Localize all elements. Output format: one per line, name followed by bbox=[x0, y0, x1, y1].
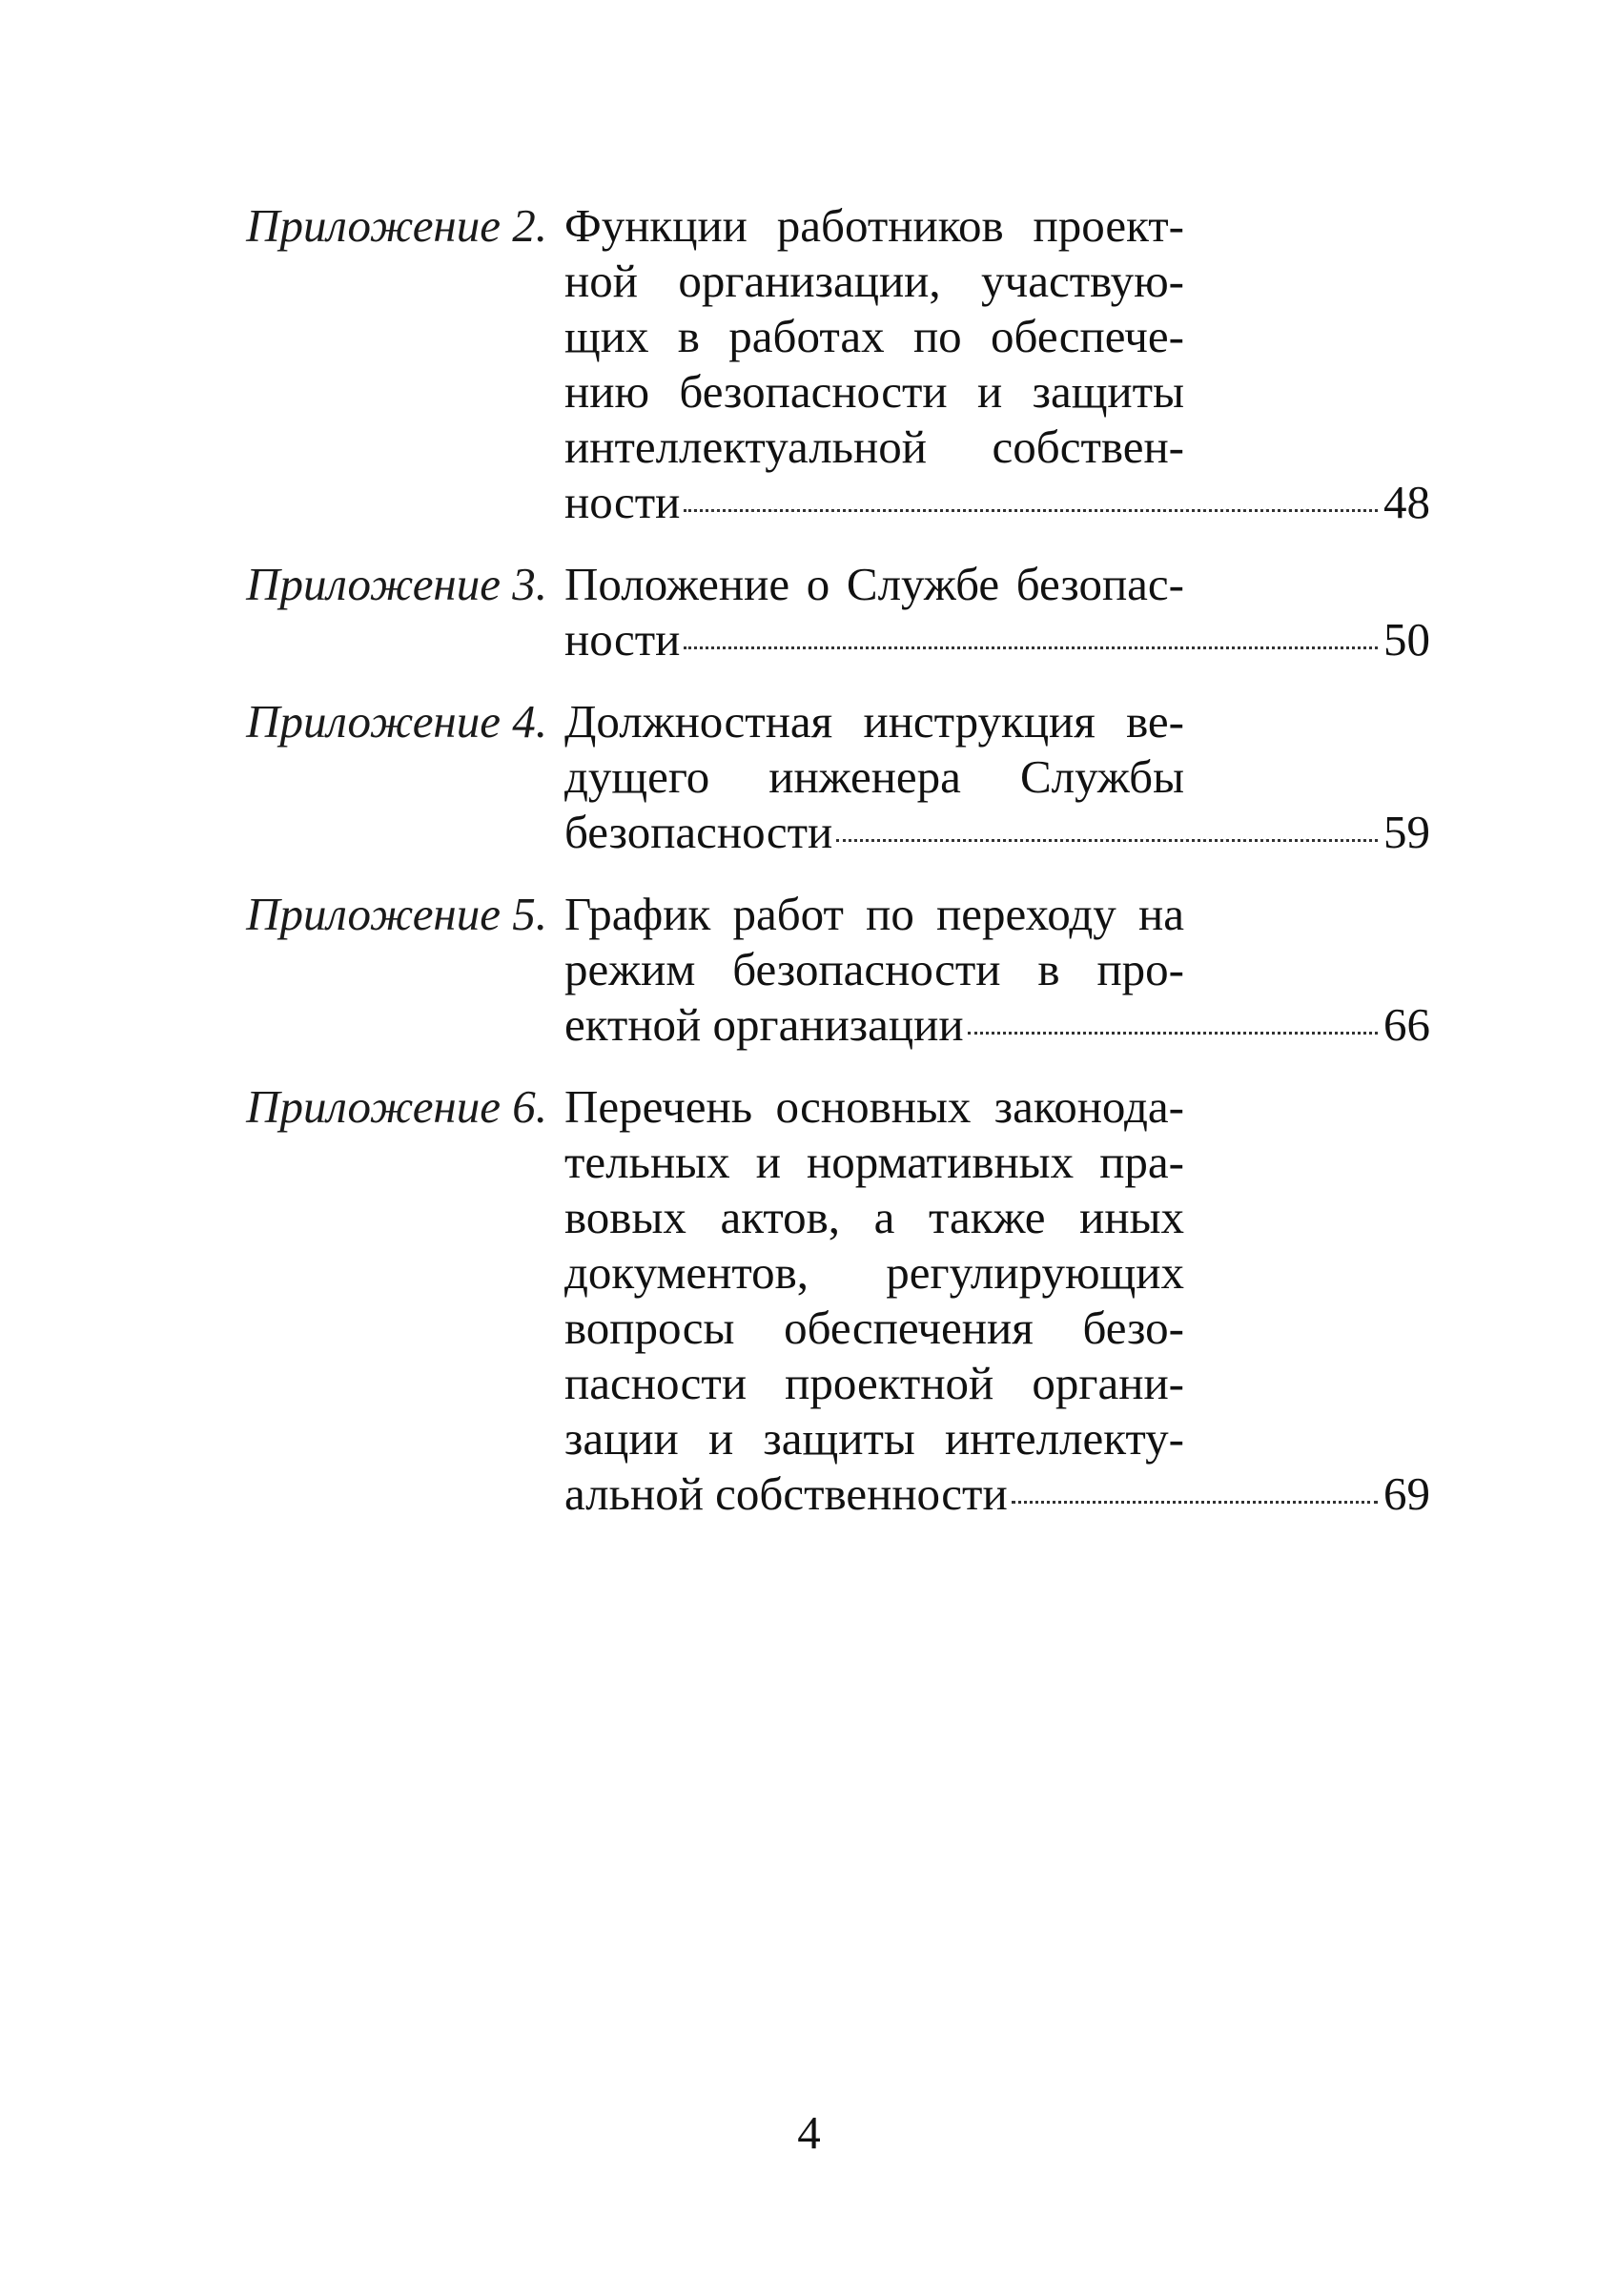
title-line: зации и защиты интеллекту- bbox=[564, 1412, 1184, 1465]
title-line: Должностная инструкция ве- bbox=[564, 695, 1184, 748]
dot-leader bbox=[968, 1032, 1378, 1035]
title-line: щих в работах по обеспече- bbox=[564, 310, 1184, 362]
title-line: безопасности bbox=[564, 806, 833, 858]
appendix-label: Приложение 6. bbox=[246, 1080, 547, 1133]
page-number: 69 bbox=[1383, 1467, 1430, 1520]
page-number: 59 bbox=[1383, 806, 1430, 858]
title-line: нию безопасности и защиты bbox=[564, 365, 1184, 418]
entry-title bbox=[564, 887, 1430, 1053]
title-line: пасности проектной органи- bbox=[564, 1357, 1184, 1409]
title-line: ной организации, участвую- bbox=[564, 255, 1184, 307]
title-last-line bbox=[564, 1466, 1430, 1522]
table-of-contents bbox=[200, 198, 1430, 1548]
dot-leader bbox=[684, 646, 1378, 649]
appendix-label: Приложение 4. bbox=[246, 695, 547, 748]
title-line: дущего инженера Службы bbox=[564, 750, 1184, 803]
entry-title bbox=[564, 1079, 1430, 1522]
toc-entry bbox=[200, 557, 1430, 667]
dot-leader bbox=[1012, 1501, 1378, 1504]
page-number: 48 bbox=[1383, 476, 1430, 528]
dot-leader bbox=[684, 509, 1378, 512]
appendix-label: Приложение 5. bbox=[246, 888, 547, 940]
title-line: ности bbox=[564, 613, 681, 666]
title-line: Функции работников проект- bbox=[564, 199, 1184, 252]
title-last-line bbox=[564, 805, 1430, 860]
title-line: тельных и нормативных пра- bbox=[564, 1136, 1184, 1188]
title-line: документов, регулирующих bbox=[564, 1246, 1184, 1299]
entry-title bbox=[564, 557, 1430, 667]
title-line: График работ по переходу на bbox=[564, 888, 1184, 940]
toc-entry bbox=[200, 694, 1430, 860]
title-line: ектной организации bbox=[564, 998, 964, 1051]
title-line: режим безопасности в про- bbox=[564, 943, 1184, 995]
dot-leader bbox=[836, 839, 1378, 842]
title-line: Перечень основных законода- bbox=[564, 1080, 1184, 1133]
page-number: 66 bbox=[1383, 998, 1430, 1051]
footer-page-number: 4 bbox=[797, 2106, 821, 2159]
entry-title bbox=[564, 198, 1430, 530]
title-line: интеллектуальной собствен- bbox=[564, 420, 1184, 473]
title-last-line bbox=[564, 475, 1430, 530]
toc-entry bbox=[200, 1079, 1430, 1522]
title-line: ности bbox=[564, 476, 681, 528]
entry-title bbox=[564, 694, 1430, 860]
title-line: вопросы обеспечения безо- bbox=[564, 1302, 1184, 1354]
title-line: вовых актов, а также иных bbox=[564, 1191, 1184, 1243]
title-line: Положение о Службе безопас- bbox=[564, 558, 1184, 610]
title-last-line bbox=[564, 997, 1430, 1053]
toc-entry bbox=[200, 887, 1430, 1053]
title-last-line bbox=[564, 612, 1430, 667]
appendix-label: Приложение 2. bbox=[246, 199, 547, 252]
title-line: альной собственности bbox=[564, 1467, 1008, 1520]
page-number: 50 bbox=[1383, 613, 1430, 666]
appendix-label: Приложение 3. bbox=[246, 558, 547, 610]
toc-entry bbox=[200, 198, 1430, 530]
